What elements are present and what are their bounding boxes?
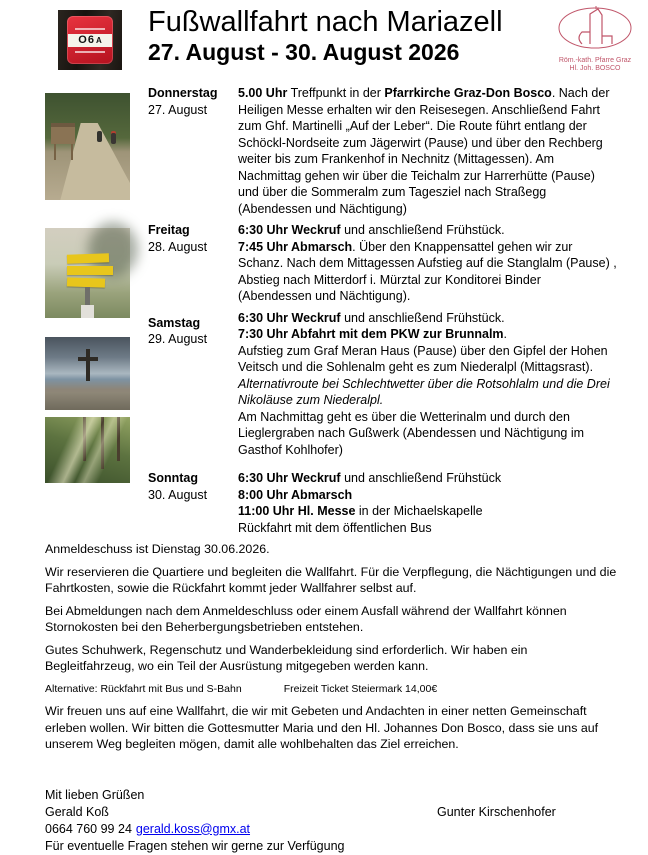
- notes-section: [45, 541, 617, 753]
- sign-leg: [54, 144, 56, 160]
- time-label: 7:30 Uhr Abfahrt mit dem PKW zur Brunnalm: [238, 327, 504, 341]
- signpost-base: [81, 305, 94, 318]
- day-date: 30. August: [148, 487, 208, 502]
- marker-small-text-bottom: [75, 51, 105, 53]
- time-label: 7:45 Uhr Abmarsch: [238, 239, 353, 254]
- marker-number: O6: [78, 34, 95, 46]
- day-paragraph: Aufstieg zum Graf Meran Haus (Pause) über den Gipfel der Hohen Veitsch und die Sohlenalm geht es zum Niederalpl (Mittagsrast).: [238, 343, 608, 374]
- time-label: 8:00 Uhr Abmarsch: [238, 487, 353, 502]
- time-label: 5.00 Uhr: [238, 86, 288, 100]
- phone-number: 0664 760 99 24: [45, 821, 132, 836]
- page-title: Fußwallfahrt nach Mariazell: [148, 6, 503, 38]
- greeting: Mit lieben Grüßen: [45, 787, 145, 802]
- sign-leg: [71, 144, 73, 160]
- parish-logo: [550, 6, 640, 73]
- text-segment: . Nach der Heiligen Messe erhalten wir den Reisesegen. Anschließend Fahrt zum Ghf. Martinelli „Auf der Leber“. Die Route führt entlang der Schöckl-Nordseite zum Jägerwirt (Pause) und über den Rechberg weiter bis zum Frankenhof in Nechnitz (Mittagessen). Am Nachmittag gehen wir über die Teichalm zur Harrerhütte (Pause) und über die Sommeralm zum Tagesziel nach Straßegg (Abendessen und Nächtigung): [238, 86, 610, 216]
- photo-forest-sunrays: [45, 417, 130, 483]
- time-label: 11:00 Uhr Hl. Messe: [238, 504, 356, 518]
- note-storno: Bei Abmeldungen nach dem Anmeldeschluss oder einem Ausfall während der Wallfahrt können Stornokosten bei den Beherbergungsbetrieben entstehen.: [45, 603, 567, 634]
- day-text: [238, 85, 618, 217]
- place-label: Pfarrkirche Graz-Don Bosco: [384, 86, 552, 100]
- day-date: 27. August: [148, 102, 208, 117]
- marker-number-band: [68, 34, 112, 47]
- day-label: [148, 310, 238, 459]
- note-quartiere: Wir reservieren die Quartiere und begleiten die Wallfahrt. Für die Verpflegung, die Nächtigungen und die Fahrtkosten, sowie die Rückfahrt kommt jeder Wallfahrer selbst auf.: [45, 564, 617, 595]
- yellow-trail-sign: [67, 266, 113, 275]
- availability-note: Für eventuelle Fragen stehen wir gerne zur Verfügung: [45, 838, 345, 853]
- rocky-summit: [45, 392, 130, 410]
- summit-cross-icon: [78, 357, 98, 361]
- day-name: Samstag: [148, 315, 201, 330]
- day-date: 28. August: [148, 239, 208, 254]
- day-date: 29. August: [148, 332, 208, 346]
- day-name: Sonntag: [148, 471, 198, 485]
- day-paragraph: [238, 239, 618, 305]
- parish-patron: Hl. Joh. BOSCO: [569, 65, 621, 72]
- day-label: [148, 222, 238, 305]
- church-icon: [556, 6, 634, 52]
- contact-row: [45, 804, 617, 821]
- hiker-figure: [97, 131, 102, 142]
- alternative-return-text: Alternative: Rückfahrt mit Bus und S-Bahn: [45, 682, 242, 695]
- day-row-donnerstag: [148, 85, 618, 217]
- day-text: [238, 222, 618, 305]
- day-paragraph: [238, 85, 618, 217]
- day-text: [238, 310, 618, 459]
- time-label: 6:30 Uhr Weckruf: [238, 223, 341, 237]
- day-name: Donnerstag: [148, 86, 218, 100]
- itinerary: [148, 85, 618, 536]
- header: [0, 0, 648, 85]
- note-alternative: [45, 681, 617, 698]
- note-deadline: Anmeldeschuss ist Dienstag 30.06.2026.: [45, 542, 270, 556]
- marker-small-text-top: [75, 28, 105, 30]
- day-paragraph: [238, 310, 618, 327]
- marker-suffix: A: [95, 35, 102, 45]
- day-paragraph: [238, 470, 618, 487]
- email-link[interactable]: gerald.koss@gmx.at: [135, 821, 251, 836]
- contact-name-right: Gunter Kirschenhofer: [437, 804, 556, 819]
- text-segment: in der Michaelskapelle: [355, 504, 483, 518]
- text-segment: Treffpunkt in der: [287, 86, 385, 100]
- sun-rays: [45, 417, 130, 483]
- day-paragraph: [238, 326, 618, 343]
- photo-summit-cross: [45, 337, 130, 410]
- day-paragraph: [238, 503, 618, 520]
- text-segment: und anschließend Frühstück.: [340, 310, 505, 325]
- text-segment: .: [503, 327, 508, 341]
- day-paragraph-alternative-route: Alternativroute bei Schlechtwetter über die Rotsohlalm und die Drei Nikoläuse zum Niederalpl.: [238, 376, 610, 407]
- footer: [45, 787, 617, 855]
- day-paragraph: [238, 222, 618, 239]
- day-row-sonntag: [148, 470, 618, 536]
- day-row-freitag: [148, 222, 618, 305]
- day-paragraph: Rückfahrt mit dem öffentlichen Bus: [238, 520, 432, 535]
- phone-email-line: [45, 821, 617, 838]
- day-paragraph: [238, 487, 618, 504]
- trail-marker-plaque: [67, 16, 113, 64]
- day-label: [148, 470, 238, 536]
- hiker-figure: [111, 133, 116, 144]
- photo-trail-hikers: [45, 93, 130, 200]
- yellow-trail-sign: [67, 253, 109, 263]
- text-segment: . Über den Knappensattel gehen wir zur Schanz. Nach dem Mittagessen Aufstieg auf die Stanglalm (Pause) , Abstieg nach Mitterdorf i. Mürztal zur Konditorei Binder (Abendessen und Nächtigung).: [238, 239, 617, 303]
- text-segment: und anschließend Frühstück: [340, 471, 502, 485]
- signpost-pole: [85, 287, 90, 305]
- photo-yellow-signposts: [45, 228, 130, 318]
- summit-cross-icon: [86, 349, 90, 381]
- day-paragraph: Am Nachmittag geht es über die Wetterinalm und durch den Lieglergraben nach Gußwerk (Abendessen und Nächtigung im Gasthof Kohlhofer): [238, 409, 585, 457]
- day-row-samstag: [148, 310, 618, 459]
- parish-name: Röm.-kath. Pfarre Graz: [558, 57, 632, 64]
- day-label: [148, 85, 238, 217]
- text-segment: und anschließend Frühstück.: [340, 223, 505, 237]
- page-subtitle: 27. August - 30. August 2026: [148, 39, 460, 65]
- time-label: 6:30 Uhr Weckruf: [238, 310, 341, 325]
- day-name: Freitag: [148, 223, 190, 237]
- wooden-info-sign: [51, 123, 75, 144]
- day-text: [238, 470, 618, 536]
- time-label: 6:30 Uhr Weckruf: [238, 471, 341, 485]
- contact-name-left: Gerald Koß: [45, 804, 109, 819]
- note-equipment: Gutes Schuhwerk, Regenschutz und Wanderbekleidung sind erforderlich. Wir haben ein Begleitfahrzeug, wo ein Teil der Ausrüstung mitgegeben werden kann.: [45, 642, 528, 673]
- note-closing: Wir freuen uns auf eine Wallfahrt, die wir mit Gebeten und Andachten in einer netten Gemeinschaft erleben wollen. Wir bitten die Gottesmutter Maria und den Hl. Johannes Don Bosco, dass sie uns auf unserem Weg begleiten mögen, damit alle wohlbehalten das Ziel erreichen.: [45, 704, 599, 751]
- ticket-price-text: Freizeit Ticket Steiermark 14,00€: [283, 682, 438, 695]
- trail-marker-06a-photo: [58, 10, 122, 70]
